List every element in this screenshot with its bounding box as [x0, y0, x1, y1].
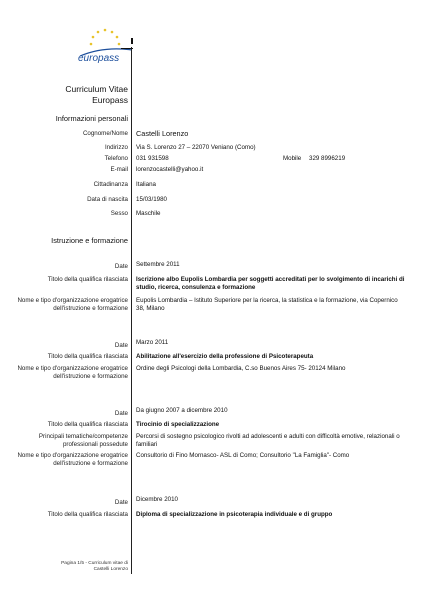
vertical-divider [131, 47, 132, 574]
entry3-skills-label: Principali tematiche/competenze professionali possedute [38, 433, 128, 448]
birth-label: Data di nascita [87, 196, 128, 203]
entry3-org-label: Nome e tipo d'organizzazione erogatrice dell'istruzione e formazione [17, 452, 128, 467]
birth-value: 15/03/1980 [136, 196, 167, 203]
entry3-qual-value: Tirocinio di specializzazione [136, 421, 220, 428]
entry2-qual-value: Abilitazione all'esercizio della professione di Psicoterapeuta [136, 353, 314, 360]
entry2-org-value: Ordine degli Psicologi della Lombardia, C.so Buenos Aires 75- 20124 Milano [136, 365, 346, 372]
section-personal-title: Informazioni personali [55, 114, 128, 123]
footer-divider [131, 558, 132, 574]
sex-label: Sesso [110, 210, 128, 217]
entry3-org-value: Consultorio di Fino Mornasco- ASL di Como; Consultorio "La Famiglia"- Como [136, 452, 350, 459]
email-label: E-mail [110, 166, 128, 173]
svg-text:europass: europass [78, 53, 120, 64]
cv-title-line1: Curriculum Vitae [65, 84, 128, 94]
phone-label: Telefono [104, 155, 128, 162]
entry1-org-value: Eupolis Lombardia – Istituto Superiore per la ricerca, la statistica e la formazione, via Copernico 38, Milano [136, 297, 398, 312]
footer-page-line2: Castelli Lorenzo [93, 567, 128, 572]
entry4-qual-label: Titolo della qualifica rilasciata [47, 511, 128, 518]
citizenship-label: Cittadinanza [93, 181, 128, 188]
entry4-date-value: Dicembre 2010 [136, 496, 178, 503]
sex-value: Maschile [136, 210, 161, 217]
header-mark [131, 38, 133, 44]
entry2-date-value: Marzo 2011 [136, 339, 169, 346]
mobile-label: Mobile [283, 155, 302, 162]
footer-page-line1: Pagina 1/5 - Curriculum vitae di [61, 561, 128, 566]
entry1-date-value: Settembre 2011 [136, 261, 180, 268]
section-education-title: Istruzione e formazione [51, 236, 128, 245]
entry1-qual-label: Titolo della qualifica rilasciata [47, 276, 128, 283]
entry1-org-label: Nome e tipo d'organizzazione erogatrice dell'istruzione e formazione [17, 297, 128, 312]
mobile-value: 329 8996219 [309, 155, 346, 162]
entry2-date-label: Date [114, 342, 128, 349]
address-label: Indirizzo [104, 144, 128, 151]
name-label: Cognome/Nome [82, 130, 128, 137]
address-value: Via S. Lorenzo 27 – 22070 Veniano (Como) [136, 144, 256, 151]
citizenship-value: Italiana [136, 181, 156, 188]
name-value: Castelli Lorenzo [136, 129, 189, 138]
entry1-date-label: Date [114, 263, 128, 270]
email-value[interactable]: lorenzocastelli@yahoo.it [136, 166, 204, 173]
phone-value: 031 931598 [136, 155, 169, 162]
entry3-date-label: Date [114, 410, 128, 417]
entry3-date-value: Da giugno 2007 a dicembre 2010 [136, 407, 228, 414]
entry2-org-label: Nome e tipo d'organizzazione erogatrice dell'istruzione e formazione [17, 365, 128, 380]
entry1-qual-value: Iscrizione albo Eupolis Lombardia per soggetti accreditati per lo svolgimento di incarichi di studio, ricerca, consulenza e formazione [136, 276, 405, 291]
entry4-qual-value: Diploma di specializzazione in psicoterapia individuale e di gruppo [136, 511, 333, 518]
cv-title-line2: Europass [92, 95, 128, 105]
entry3-skills-value: Percorsi di sostegno psicologico rivolti ad adolescenti e adulti con difficoltà emotive, relazionali o familiari [136, 433, 400, 448]
entry2-qual-label: Titolo della qualifica rilasciata [47, 353, 128, 360]
entry3-qual-label: Titolo della qualifica rilasciata [47, 421, 128, 428]
europass-logo [74, 26, 136, 68]
entry4-date-label: Date [114, 499, 128, 506]
